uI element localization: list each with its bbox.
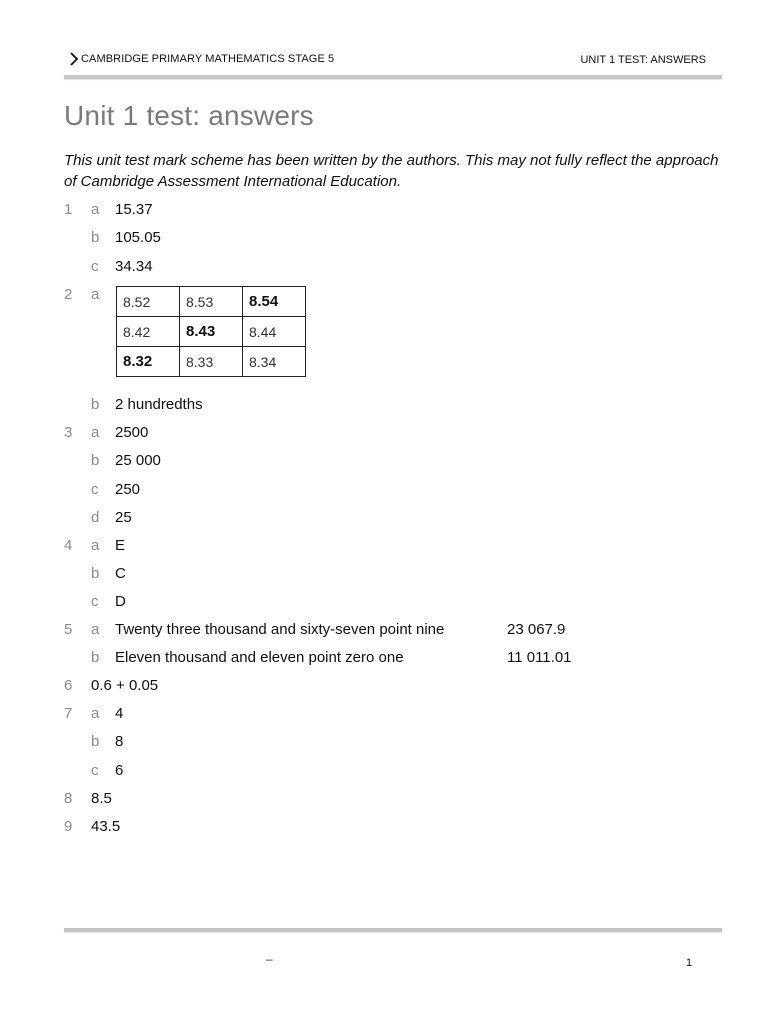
answer: D bbox=[115, 593, 126, 610]
part-label: c bbox=[91, 481, 99, 498]
intro-text: This unit test mark scheme has been written by the authors. This may not fully reflect the approach of Cambridge Assessment International Education. bbox=[64, 152, 719, 190]
answer: 43.5 bbox=[91, 818, 121, 835]
grid-cell: 8.53 bbox=[180, 287, 243, 317]
answer: 2 hundredths bbox=[115, 396, 203, 413]
header-divider bbox=[64, 75, 722, 79]
page-number: 1 bbox=[686, 957, 693, 969]
page-title: Unit 1 test: answers bbox=[64, 100, 314, 131]
part-label: a bbox=[91, 286, 100, 303]
part-label: b bbox=[91, 396, 100, 413]
answer-words: Twenty three thousand and sixty-seven point nine bbox=[115, 621, 445, 638]
part-label: b bbox=[91, 649, 100, 666]
part-label: a bbox=[91, 424, 100, 441]
grid-cell-highlighted: 8.32 bbox=[117, 347, 180, 377]
answer: 6 bbox=[115, 762, 124, 779]
grid-cell: 8.33 bbox=[180, 347, 243, 377]
answer: 25 000 bbox=[115, 452, 161, 469]
answer: 34.34 bbox=[115, 258, 153, 275]
part-label: a bbox=[91, 705, 100, 722]
grid-cell: 8.34 bbox=[243, 347, 306, 377]
answer: 8 bbox=[115, 733, 124, 750]
answer: E bbox=[115, 537, 126, 554]
answer-value: 23 067.9 bbox=[507, 621, 566, 638]
part-label: a bbox=[91, 201, 100, 218]
grid-cell-highlighted: 8.43 bbox=[180, 317, 243, 347]
answer: 15.37 bbox=[115, 201, 153, 218]
answer: 4 bbox=[115, 705, 124, 722]
part-label: b bbox=[91, 452, 100, 469]
grid-row bbox=[117, 347, 306, 377]
chevron-right-icon bbox=[68, 52, 80, 66]
part-label: c bbox=[91, 593, 99, 610]
answer: 250 bbox=[115, 481, 141, 498]
question-number: 1 bbox=[64, 201, 73, 218]
series-title: CAMBRIDGE PRIMARY MATHEMATICS STAGE 5 bbox=[81, 53, 335, 65]
footer-dash: – bbox=[266, 952, 273, 966]
answer: 8.5 bbox=[91, 790, 112, 807]
answer: 105.05 bbox=[115, 229, 161, 246]
part-label: c bbox=[91, 762, 99, 779]
question-number: 3 bbox=[64, 424, 73, 441]
answer: C bbox=[115, 565, 126, 582]
answer: 25 bbox=[115, 509, 132, 526]
question-number: 2 bbox=[64, 286, 73, 303]
question-number: 8 bbox=[64, 790, 73, 807]
grid-row bbox=[117, 317, 306, 347]
grid-cell: 8.42 bbox=[117, 317, 180, 347]
grid-cell: 8.52 bbox=[117, 287, 180, 317]
answer-value: 11 011.01 bbox=[507, 649, 572, 666]
question-number: 9 bbox=[64, 818, 73, 835]
number-grid bbox=[116, 286, 306, 377]
answer-words: Eleven thousand and eleven point zero one bbox=[115, 649, 404, 666]
grid-row bbox=[117, 287, 306, 317]
part-label: a bbox=[91, 621, 100, 638]
answer: 2500 bbox=[115, 424, 149, 441]
part-label: b bbox=[91, 733, 100, 750]
question-number: 5 bbox=[64, 621, 73, 638]
footer-divider bbox=[64, 928, 722, 932]
question-number: 7 bbox=[64, 705, 73, 722]
part-label: a bbox=[91, 537, 100, 554]
part-label: b bbox=[91, 565, 100, 582]
answer: 0.6 + 0.05 bbox=[91, 677, 159, 694]
part-label: c bbox=[91, 258, 99, 275]
question-number: 6 bbox=[64, 677, 73, 694]
part-label: b bbox=[91, 229, 100, 246]
grid-cell: 8.44 bbox=[243, 317, 306, 347]
running-header-left bbox=[68, 52, 334, 66]
part-label: d bbox=[91, 509, 100, 526]
question-number: 4 bbox=[64, 537, 73, 554]
running-header-right: UNIT 1 TEST: ANSWERS bbox=[580, 54, 706, 66]
grid-cell-highlighted: 8.54 bbox=[243, 287, 306, 317]
